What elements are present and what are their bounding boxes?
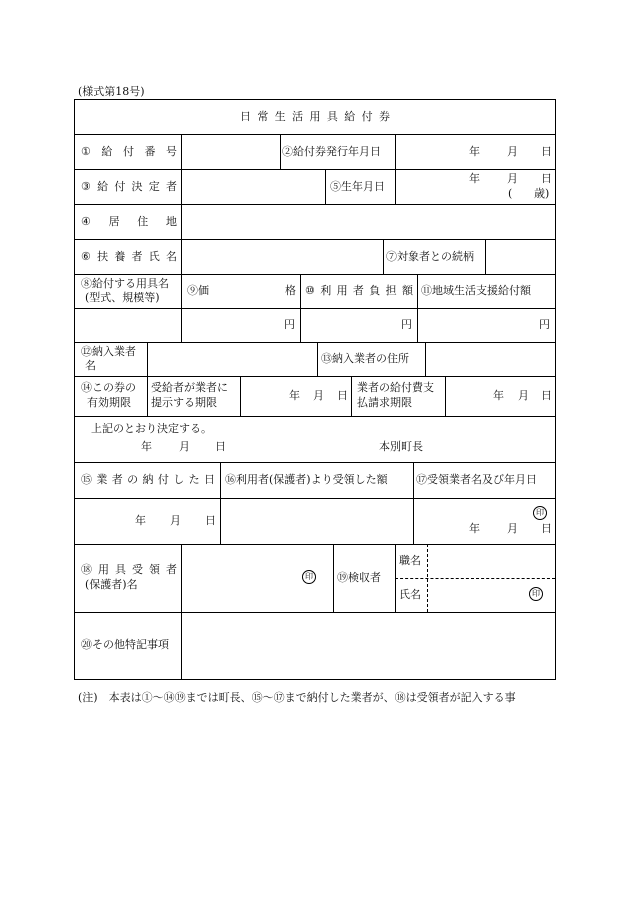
voucher-form (74, 99, 556, 680)
issue-month: 月 (507, 145, 518, 158)
support-amount-label: ⑪地域生活支援給付額 (421, 284, 531, 297)
delivered-year: 年 (135, 514, 146, 527)
receipt-vendor-label: ⑰受領業者名及び年月日 (416, 473, 537, 486)
vendor-name-label-2: 名 (85, 359, 96, 372)
birth-year: 年 (469, 172, 480, 185)
present-deadline-label-2: 提示する期限 (151, 396, 217, 409)
voucher-number-label: ① 給 付 番 号 (81, 145, 177, 158)
mayor-label: 本別町長 (379, 440, 423, 453)
birth-day: 日 (541, 172, 552, 185)
price-label: ⑨価 (187, 284, 209, 297)
claim-day: 日 (541, 389, 552, 402)
decider-label: ③ 給 付 決 定 者 (81, 180, 177, 193)
decision-day: 日 (215, 440, 226, 453)
support-yen: 円 (539, 318, 550, 331)
decision-text: 上記のとおり決定する。 (91, 422, 212, 435)
age-open: ( (508, 187, 513, 200)
validity-label: ⑭この券の (81, 381, 136, 394)
delivered-day: 日 (205, 514, 216, 527)
present-deadline-label: 受給者が業者に (151, 381, 228, 394)
inspector-label: ⑲検収者 (337, 571, 381, 584)
issue-date-label: ②給付券発行年月日 (282, 145, 381, 158)
price-label-tail: 格 (285, 284, 296, 297)
receipt-month: 月 (507, 522, 518, 535)
receiver-name-label-2: (保護者)名 (85, 578, 138, 591)
decision-year: 年 (141, 440, 152, 453)
name-label: 氏名 (399, 588, 421, 601)
validity-label-2: 有効期限 (87, 396, 131, 409)
birth-month: 月 (507, 172, 518, 185)
inspector-seal: 印 (529, 587, 543, 601)
position-label: 職名 (399, 554, 421, 567)
delivered-month: 月 (170, 514, 181, 527)
form-title: 日 常 生 活 用 具 給 付 券 (240, 110, 390, 123)
supporter-name-label: ⑥ 扶 養 者 氏 名 (81, 250, 177, 263)
relation-label: ⑦対象者との続柄 (386, 250, 474, 263)
received-amount-label: ⑯利用者(保護者)より受領した額 (225, 473, 388, 486)
present-year: 年 (289, 389, 300, 402)
vendor-name-label: ⑫納入業者 (81, 345, 136, 358)
vendor-address-label: ⑬納入業者の住所 (321, 352, 409, 365)
present-day: 日 (337, 389, 348, 402)
receiver-name-label: ⑱ 用 具 受 領 者 (81, 563, 177, 576)
user-burden-label: ⑩ 利 用 者 負 担 額 (305, 284, 413, 297)
form-number: (様式第18号) (78, 85, 145, 98)
issue-year: 年 (469, 145, 480, 158)
price-yen: 円 (284, 318, 295, 331)
burden-yen: 円 (401, 318, 412, 331)
claim-month: 月 (518, 389, 529, 402)
item-spec-label: (型式、規模等) (85, 291, 160, 304)
claim-deadline-label-2: 払請求期限 (357, 396, 412, 409)
birth-date-label: ⑤生年月日 (330, 180, 385, 193)
receipt-year: 年 (469, 522, 480, 535)
remarks-label: ⑳その他特記事項 (81, 638, 169, 651)
footnote: (注) 本表は①～⑭⑲までは町長、⑮～⑰まで納付した業者が、⑱は受領者が記入する事 (78, 691, 516, 704)
delivered-date-label: ⑮ 業 者 の 納 付 し た 日 (81, 473, 215, 486)
present-month: 月 (313, 389, 324, 402)
receiver-seal: 印 (302, 570, 316, 584)
address-label: ④ 居 住 地 (81, 215, 177, 228)
claim-deadline-label: 業者の給付費支 (357, 381, 434, 394)
claim-year: 年 (493, 389, 504, 402)
item-name-label: ⑧給付する用具名 (81, 277, 169, 290)
issue-day: 日 (541, 145, 552, 158)
receipt-day: 日 (541, 522, 552, 535)
age-close: 歳) (534, 187, 550, 200)
vendor-seal: 印 (533, 506, 547, 520)
decision-month: 月 (179, 440, 190, 453)
